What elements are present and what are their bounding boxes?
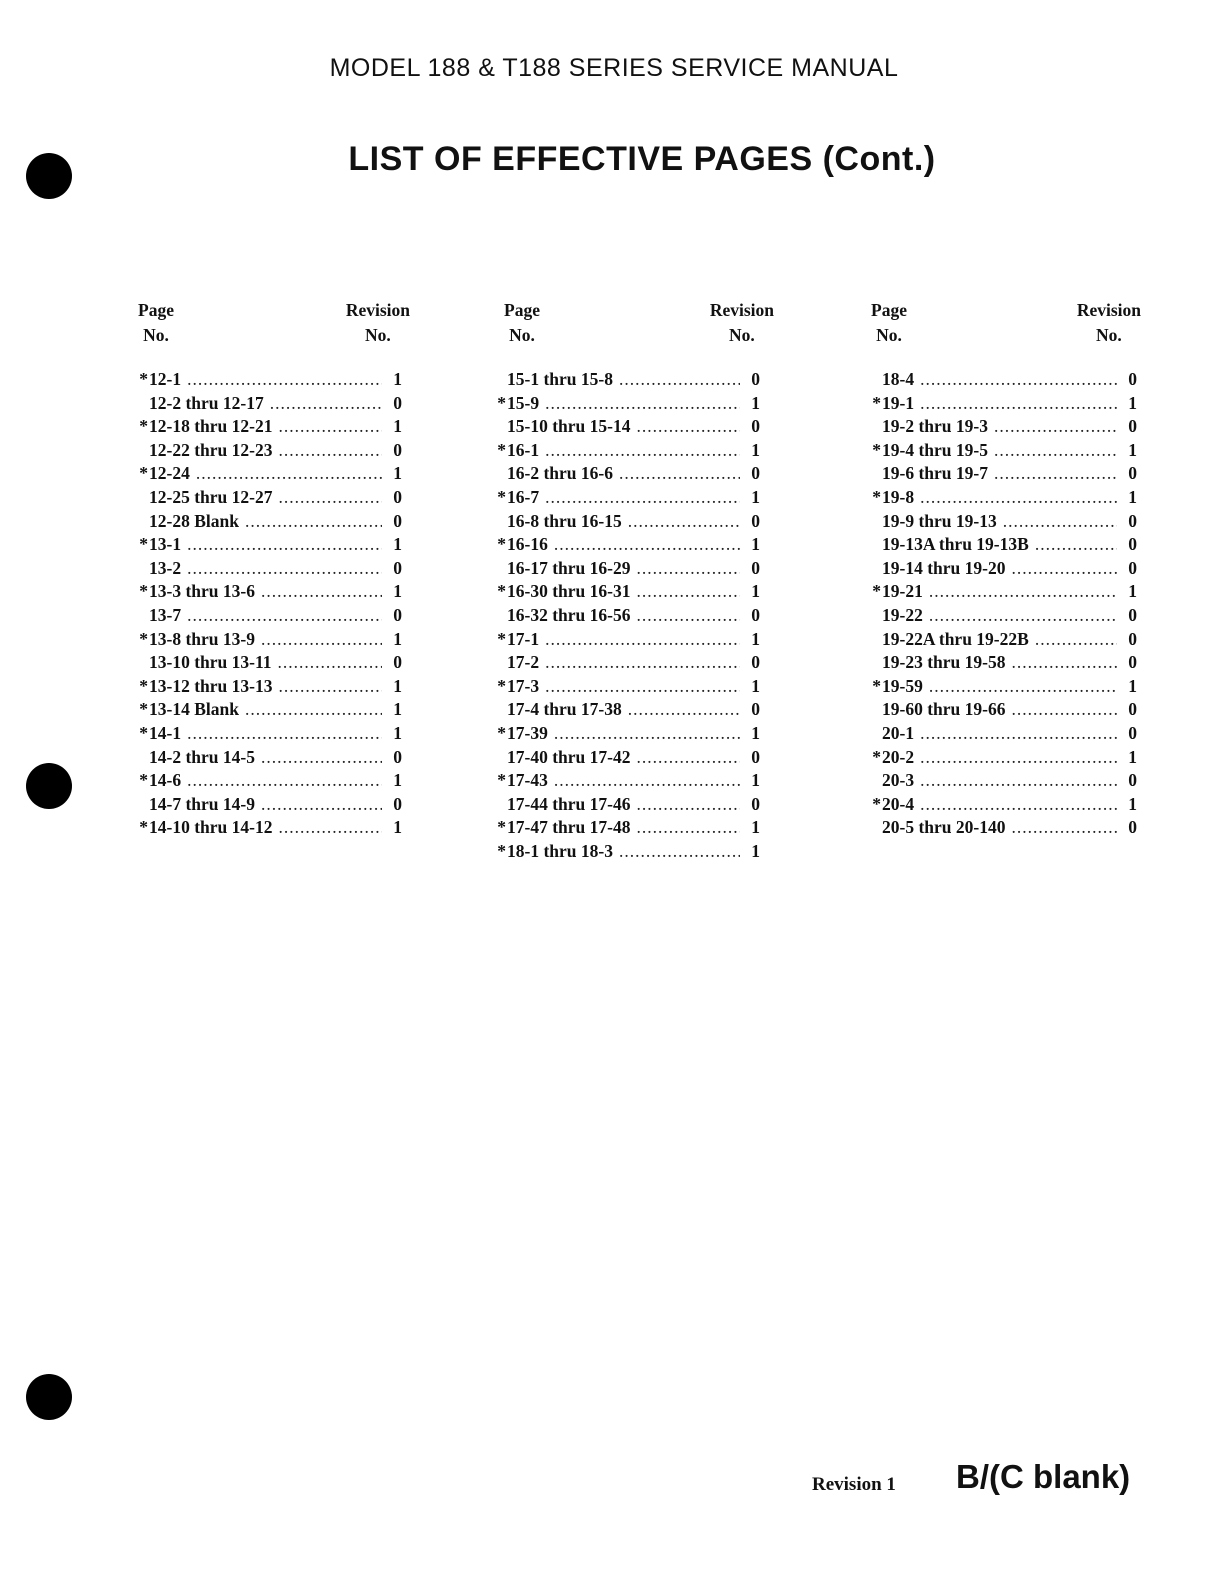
leader-dots	[261, 793, 382, 817]
list-item	[496, 368, 760, 392]
list-item	[871, 415, 1137, 439]
page-number-cell: 17-1	[507, 628, 540, 649]
revision-cell: 1	[1128, 486, 1137, 507]
leader-dots	[920, 793, 1117, 817]
list-item	[496, 628, 760, 652]
change-marker: *	[139, 628, 148, 649]
leader-dots	[929, 580, 1117, 604]
revision-cell: 0	[393, 486, 402, 507]
leader-dots	[636, 746, 740, 770]
change-marker: *	[139, 699, 148, 720]
list-item	[871, 462, 1137, 486]
change-marker: *	[139, 463, 148, 484]
list-item	[871, 392, 1137, 416]
leader-dots	[920, 486, 1117, 510]
column-2	[496, 298, 774, 863]
revision-cell: 1	[393, 369, 402, 389]
revision-cell: 1	[751, 439, 760, 460]
list-item	[138, 628, 402, 652]
leader-dots	[545, 651, 740, 675]
list-item	[496, 769, 760, 793]
leader-dots	[545, 628, 740, 652]
list-item	[871, 439, 1137, 463]
revision-cell: 0	[751, 463, 760, 484]
revision-cell: 0	[751, 746, 760, 767]
revision-cell: 0	[1128, 369, 1137, 389]
change-marker: *	[872, 486, 881, 507]
change-marker: *	[139, 817, 148, 838]
leader-dots	[1011, 651, 1117, 675]
revision-cell: 1	[1128, 581, 1137, 602]
leader-dots	[554, 722, 740, 746]
revision-cell: 0	[1128, 817, 1137, 838]
list-item	[496, 698, 760, 722]
revision-cell: 1	[393, 722, 402, 743]
page-number-cell: 19-21	[882, 581, 923, 602]
revision-cell: 1	[751, 534, 760, 555]
page-number-cell: 13-3 thru 13-6	[149, 581, 255, 602]
revision-cell: 0	[751, 416, 760, 437]
list-item	[496, 415, 760, 439]
leader-dots	[554, 769, 740, 793]
list-item	[871, 368, 1137, 392]
change-marker: *	[872, 392, 881, 413]
page-number-cell: 14-7 thru 14-9	[149, 793, 255, 814]
leader-dots	[628, 510, 740, 534]
revision-cell: 0	[393, 557, 402, 578]
list-item	[138, 486, 402, 510]
revision-cell: 1	[751, 817, 760, 838]
revision-cell: 0	[751, 604, 760, 625]
binder-hole-bottom	[26, 1374, 72, 1420]
page-number-cell: 14-10 thru 14-12	[149, 817, 273, 838]
page-number-cell: 17-4 thru 17-38	[507, 699, 622, 720]
list-item	[138, 415, 402, 439]
page-number-cell: 19-22A thru 19-22B	[882, 628, 1029, 649]
column-1	[138, 298, 410, 840]
page-number-cell: 19-23 thru 19-58	[882, 652, 1006, 673]
page-title: LIST OF EFFECTIVE PAGES (Cont.)	[348, 140, 936, 178]
list-item	[496, 675, 760, 699]
revision-cell: 1	[393, 770, 402, 791]
list-item	[871, 769, 1137, 793]
page-number-cell: 15-10 thru 15-14	[507, 416, 631, 437]
list-item	[138, 722, 402, 746]
leader-dots	[187, 604, 382, 628]
revision-cell: 0	[1128, 770, 1137, 791]
page-number-cell: 19-8	[882, 486, 915, 507]
revision-cell: 0	[751, 699, 760, 720]
leader-dots	[187, 368, 382, 392]
page-number-cell: 17-44 thru 17-46	[507, 793, 631, 814]
page-number-cell: 19-4 thru 19-5	[882, 439, 988, 460]
list-item	[496, 793, 760, 817]
change-marker: *	[139, 369, 148, 389]
leader-dots	[920, 769, 1117, 793]
leader-dots	[1011, 816, 1117, 840]
list-item	[138, 580, 402, 604]
leader-dots	[554, 533, 740, 557]
leader-dots	[278, 439, 382, 463]
page-number-cell: 16-32 thru 16-56	[507, 604, 631, 625]
revision-cell: 0	[751, 793, 760, 814]
leader-dots	[920, 746, 1117, 770]
leader-dots	[619, 840, 740, 864]
revision-cell: 0	[1128, 416, 1137, 437]
page-number: B/(C blank)	[956, 1458, 1131, 1495]
page-number-cell: 14-1	[149, 722, 182, 743]
revision-cell: 1	[751, 675, 760, 696]
change-marker: *	[497, 675, 506, 696]
change-marker: *	[497, 486, 506, 507]
page-number-cell: 16-7	[507, 486, 540, 507]
page-no-header: Page No.	[138, 300, 174, 345]
list-item	[871, 533, 1137, 557]
change-marker: *	[497, 534, 506, 555]
revision-cell: 1	[1128, 439, 1137, 460]
manual-header: MODEL 188 & T188 SERIES SERVICE MANUAL	[329, 54, 899, 82]
page-number-cell: 19-60 thru 19-66	[882, 699, 1006, 720]
revision-cell: 0	[393, 510, 402, 531]
change-marker: *	[497, 439, 506, 460]
change-marker: *	[497, 840, 506, 861]
revision-no-header: Revision No.	[709, 300, 774, 345]
list-item	[138, 368, 402, 392]
list-item	[871, 580, 1137, 604]
revision-no-header: Revision No.	[1076, 300, 1141, 345]
page-number-cell: 18-1 thru 18-3	[507, 840, 613, 861]
change-marker: *	[139, 416, 148, 437]
page-number-cell: 19-22	[882, 604, 923, 625]
list-item	[871, 722, 1137, 746]
revision-cell: 1	[393, 675, 402, 696]
leader-dots	[994, 415, 1117, 439]
list-item	[871, 604, 1137, 628]
revision-cell: 0	[1128, 652, 1137, 673]
list-item	[496, 462, 760, 486]
leader-dots	[278, 651, 383, 675]
page-number-cell: 16-2 thru 16-6	[507, 463, 613, 484]
change-marker: *	[139, 675, 148, 696]
list-item	[871, 510, 1137, 534]
revision-cell: 1	[1128, 793, 1137, 814]
change-marker: *	[497, 581, 506, 602]
leader-dots	[1011, 698, 1117, 722]
page-number-cell: 19-2 thru 19-3	[882, 416, 988, 437]
list-item	[871, 651, 1137, 675]
list-item	[871, 746, 1137, 770]
page-number-cell: 19-1	[882, 392, 915, 413]
leader-dots	[920, 722, 1117, 746]
revision-cell: 1	[1128, 746, 1137, 767]
page-number-cell: 13-8 thru 13-9	[149, 628, 255, 649]
change-marker: *	[497, 628, 506, 649]
change-marker: *	[497, 817, 506, 838]
page-number-cell: 16-30 thru 16-31	[507, 581, 631, 602]
page-number-cell: 12-22 thru 12-23	[149, 439, 273, 460]
list-item	[138, 698, 402, 722]
page-number-cell: 14-2 thru 14-5	[149, 746, 255, 767]
leader-dots	[994, 462, 1117, 486]
page-number-cell: 20-4	[882, 793, 915, 814]
revision-cell: 1	[751, 581, 760, 602]
list-item	[871, 486, 1137, 510]
list-item	[496, 746, 760, 770]
page-number-cell: 19-13A thru 19-13B	[882, 534, 1029, 555]
list-item	[871, 698, 1137, 722]
page-number-cell: 16-16	[507, 534, 548, 555]
leader-dots	[619, 462, 740, 486]
revision-cell: 0	[1128, 628, 1137, 649]
page-number-cell: 20-5 thru 20-140	[882, 817, 1006, 838]
revision-cell: 0	[751, 369, 760, 389]
revision-cell: 1	[393, 817, 402, 838]
page-number-cell: 15-9	[507, 392, 540, 413]
page-number-cell: 19-9 thru 19-13	[882, 510, 997, 531]
revision-cell: 1	[393, 534, 402, 555]
page-number-cell: 20-3	[882, 770, 915, 791]
leader-dots	[187, 533, 382, 557]
page-number-cell: 16-1	[507, 439, 540, 460]
page-number-cell: 20-1	[882, 722, 915, 743]
column-header	[138, 298, 410, 368]
list-item	[871, 628, 1137, 652]
leader-dots	[636, 415, 740, 439]
revision-cell: 1	[751, 770, 760, 791]
column-3	[871, 298, 1141, 840]
revision-cell: 1	[393, 628, 402, 649]
page-number-cell: 13-7	[149, 604, 182, 625]
revision-cell: 0	[1128, 534, 1137, 555]
leader-dots	[1003, 510, 1117, 534]
change-marker: *	[872, 746, 881, 767]
list-item	[138, 675, 402, 699]
list-item	[496, 651, 760, 675]
revision-cell: 0	[393, 604, 402, 625]
column-header	[496, 298, 774, 368]
list-item	[496, 557, 760, 581]
list-item	[496, 392, 760, 416]
leader-dots	[545, 486, 740, 510]
page-number-cell: 13-10 thru 13-11	[149, 652, 272, 673]
change-marker: *	[497, 722, 506, 743]
list-item	[138, 816, 402, 840]
list-item	[138, 746, 402, 770]
revision-cell: 1	[751, 628, 760, 649]
revision-cell: 1	[393, 463, 402, 484]
leader-dots	[1035, 628, 1117, 652]
list-item	[138, 604, 402, 628]
revision-cell: 1	[393, 699, 402, 720]
leader-dots	[545, 675, 740, 699]
list-item	[496, 510, 760, 534]
page-list	[496, 368, 760, 863]
leader-dots	[1035, 533, 1117, 557]
revision-label: Revision 1	[812, 1474, 896, 1495]
list-item	[496, 486, 760, 510]
list-item	[496, 722, 760, 746]
page-number-cell: 17-40 thru 17-42	[507, 746, 631, 767]
change-marker: *	[139, 770, 148, 791]
leader-dots	[261, 580, 382, 604]
page-number-cell: 12-1	[149, 369, 182, 389]
leader-dots	[929, 675, 1117, 699]
leader-dots	[187, 722, 382, 746]
page-no-header: Page No.	[504, 300, 540, 345]
page-number-cell: 16-8 thru 16-15	[507, 510, 622, 531]
page-number-cell: 14-6	[149, 770, 182, 791]
revision-cell: 0	[751, 652, 760, 673]
page-number-cell: 19-14 thru 19-20	[882, 557, 1006, 578]
revision-cell: 0	[1128, 463, 1137, 484]
revision-cell: 0	[393, 793, 402, 814]
change-marker: *	[139, 534, 148, 555]
page-number-cell: 18-4	[882, 369, 915, 389]
leader-dots	[270, 392, 382, 416]
revision-cell: 0	[1128, 699, 1137, 720]
leader-dots	[628, 698, 740, 722]
page-number-cell: 17-3	[507, 675, 540, 696]
leader-dots	[187, 557, 382, 581]
list-item	[496, 580, 760, 604]
page-number-cell: 16-17 thru 16-29	[507, 557, 631, 578]
list-item	[496, 816, 760, 840]
list-item	[138, 793, 402, 817]
column-header	[871, 298, 1141, 368]
leader-dots	[278, 816, 382, 840]
leader-dots	[994, 439, 1117, 463]
revision-cell: 0	[751, 510, 760, 531]
leader-dots	[261, 628, 382, 652]
leader-dots	[636, 557, 740, 581]
list-item	[138, 533, 402, 557]
list-item	[496, 604, 760, 628]
leader-dots	[619, 368, 740, 392]
list-item	[138, 557, 402, 581]
leader-dots	[278, 415, 382, 439]
revision-cell: 0	[393, 652, 402, 673]
leader-dots	[929, 604, 1117, 628]
leader-dots	[278, 675, 382, 699]
revision-cell: 1	[393, 416, 402, 437]
leader-dots	[636, 580, 740, 604]
page-number-cell: 12-2 thru 12-17	[149, 392, 264, 413]
leader-dots	[636, 816, 740, 840]
change-marker: *	[872, 793, 881, 814]
page-number-cell: 13-1	[149, 534, 182, 555]
revision-no-header: Revision No.	[345, 300, 410, 345]
change-marker: *	[872, 581, 881, 602]
change-marker: *	[872, 439, 881, 460]
leader-dots	[545, 392, 740, 416]
leader-dots	[545, 439, 740, 463]
page-number-cell: 13-2	[149, 557, 182, 578]
page-number-cell: 12-18 thru 12-21	[149, 416, 273, 437]
list-item	[138, 392, 402, 416]
page-number-cell: 19-59	[882, 675, 923, 696]
leader-dots	[1011, 557, 1117, 581]
list-item	[138, 462, 402, 486]
revision-cell: 1	[1128, 675, 1137, 696]
page-number-cell: 19-6 thru 19-7	[882, 463, 988, 484]
leader-dots	[278, 486, 382, 510]
revision-cell: 1	[751, 392, 760, 413]
page-number-cell: 15-1 thru 15-8	[507, 369, 613, 389]
revision-cell: 0	[1128, 557, 1137, 578]
list-item	[496, 840, 760, 864]
revision-cell: 0	[1128, 604, 1137, 625]
leader-dots	[245, 698, 382, 722]
change-marker: *	[497, 392, 506, 413]
change-marker: *	[139, 581, 148, 602]
revision-cell: 0	[393, 746, 402, 767]
change-marker: *	[497, 770, 506, 791]
revision-cell: 1	[393, 581, 402, 602]
list-item	[138, 439, 402, 463]
page-no-header: Page No.	[871, 300, 907, 345]
revision-cell: 1	[751, 486, 760, 507]
page-number-cell: 13-14 Blank	[149, 699, 239, 720]
leader-dots	[245, 510, 382, 534]
list-item	[871, 557, 1137, 581]
page-number-cell: 17-2	[507, 652, 540, 673]
list-item	[138, 651, 402, 675]
change-marker: *	[139, 722, 148, 743]
page-number-cell: 17-47 thru 17-48	[507, 817, 631, 838]
list-item	[138, 769, 402, 793]
list-item	[871, 793, 1137, 817]
page-list	[138, 368, 402, 840]
list-item	[871, 816, 1137, 840]
revision-cell: 0	[1128, 722, 1137, 743]
revision-cell: 0	[1128, 510, 1137, 531]
list-item	[496, 439, 760, 463]
page-number-cell: 12-28 Blank	[149, 510, 239, 531]
page-number-cell: 17-39	[507, 722, 548, 743]
leader-dots	[261, 746, 382, 770]
list-item	[138, 510, 402, 534]
revision-cell: 1	[1128, 392, 1137, 413]
revision-cell: 0	[751, 557, 760, 578]
list-item	[496, 533, 760, 557]
leader-dots	[187, 769, 382, 793]
leader-dots	[920, 368, 1117, 392]
leader-dots	[920, 392, 1117, 416]
page-number-cell: 12-25 thru 12-27	[149, 486, 273, 507]
revision-cell: 1	[751, 840, 760, 861]
leader-dots	[636, 793, 740, 817]
revision-cell: 0	[393, 439, 402, 460]
page-number-cell: 12-24	[149, 463, 190, 484]
leader-dots	[196, 462, 382, 486]
page-number-cell: 17-43	[507, 770, 548, 791]
page-number-cell: 13-12 thru 13-13	[149, 675, 273, 696]
leader-dots	[636, 604, 740, 628]
change-marker: *	[872, 675, 881, 696]
revision-cell: 0	[393, 392, 402, 413]
page-number-cell: 20-2	[882, 746, 915, 767]
binder-hole-middle	[26, 763, 72, 809]
list-item	[871, 675, 1137, 699]
revision-cell: 1	[751, 722, 760, 743]
page-list	[871, 368, 1137, 840]
